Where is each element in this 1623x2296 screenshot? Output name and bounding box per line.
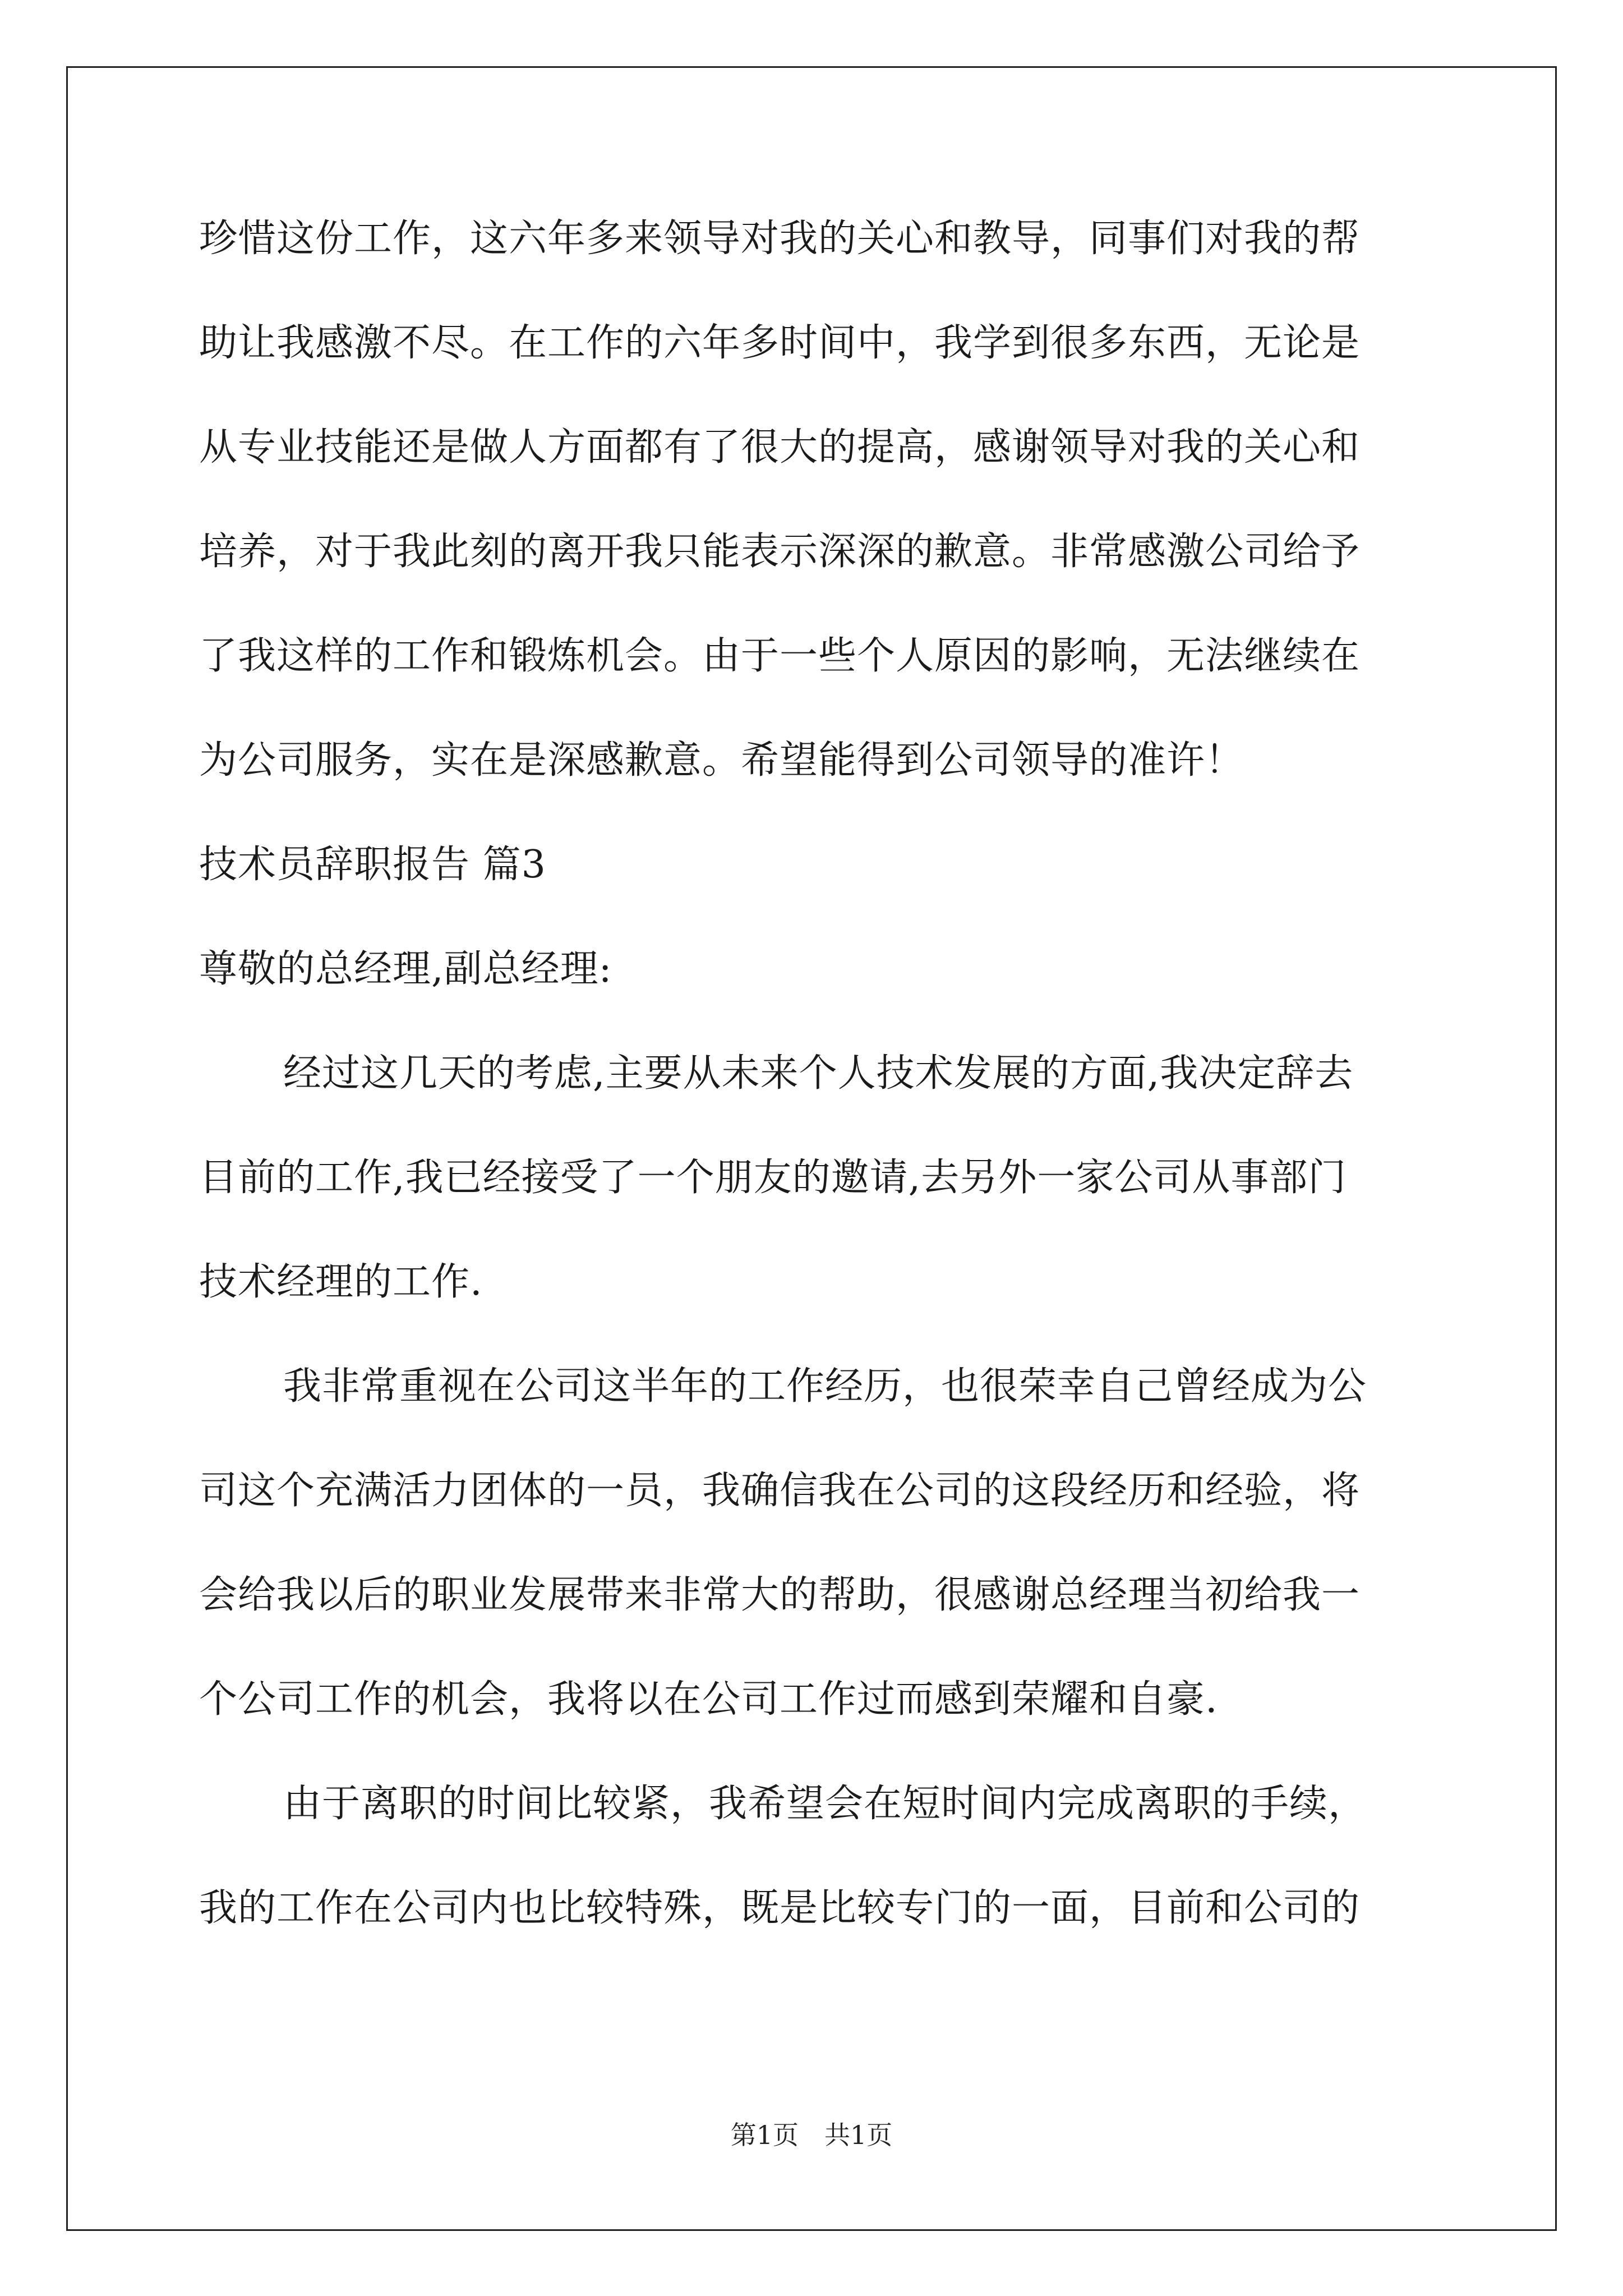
text-line: 了我这样的工作和锻炼机会。由于一些个人原因的影响，无法继续在 [199, 634, 1361, 678]
text-line: 司这个充满活力团体的一员，我确信我在公司的这段经历和经验，将 [199, 1469, 1361, 1513]
document-body [199, 213, 1422, 1987]
text-line: 从专业技能还是做人方面都有了很大的提高，感谢领导对我的关心和 [199, 425, 1361, 470]
salutation: 尊敬的总经理,副总经理: [199, 947, 612, 991]
text-line: 我的工作在公司内也比较特殊，既是比较专门的一面，目前和公司的 [199, 1886, 1361, 1930]
text-line: 会给我以后的职业发展带来非常大的帮助，很感谢总经理当初给我一 [199, 1573, 1361, 1617]
text-line: 技术经理的工作. [199, 1260, 483, 1304]
text-line: 培养，对于我此刻的离开我只能表示深深的歉意。非常感激公司给予 [199, 530, 1361, 574]
text-line: 由于离职的时间比较紧，我希望会在短时间内完成离职的手续， [283, 1782, 1367, 1826]
text-line: 为公司服务，实在是深感歉意。希望能得到公司领导的准许！ [199, 738, 1244, 783]
text-line: 助让我感激不尽。在工作的六年多时间中，我学到很多东西，无论是 [199, 321, 1361, 365]
text-line: 目前的工作,我已经接受了一个朋友的邀请,去另外一家公司从事部门 [199, 1156, 1347, 1200]
section-heading: 技术员辞职报告 篇3 [199, 843, 546, 887]
text-line: 我非常重视在公司这半年的工作经历，也很荣幸自己曾经成为公 [283, 1364, 1367, 1409]
page-footer: 第1页 共1页 [730, 2120, 893, 2150]
text-line: 珍惜这份工作，这六年多来领导对我的关心和教导，同事们对我的帮 [199, 217, 1361, 261]
text-line: 个公司工作的机会，我将以在公司工作过而感到荣耀和自豪. [199, 1677, 1218, 1722]
text-line: 经过这几天的考虑,主要从未来个人技术发展的方面,我决定辞去 [283, 1051, 1354, 1096]
